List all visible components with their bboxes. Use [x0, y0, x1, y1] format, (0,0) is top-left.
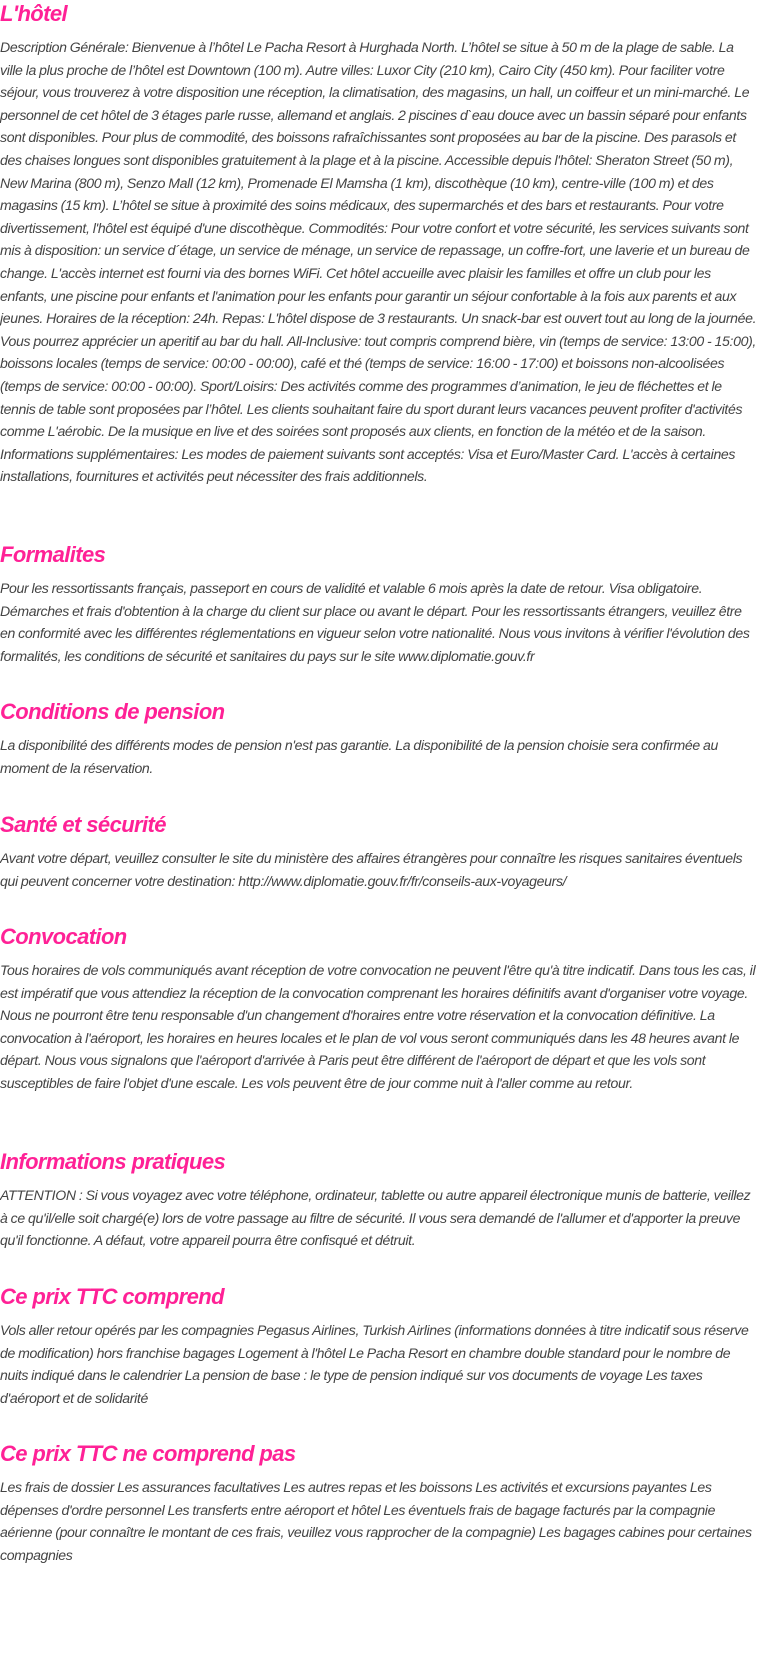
- section-title-formalites: Formalites: [0, 542, 106, 567]
- section-sante-et-securite: [0, 811, 758, 892]
- section-title-informations-pratiques: Informations pratiques: [0, 1149, 226, 1174]
- section-title-conditions-de-pension: Conditions de pension: [0, 699, 225, 724]
- section-title-prix-comprend: Ce prix TTC comprend: [0, 1284, 224, 1309]
- section-title-prix-ne-comprend-pas: Ce prix TTC ne comprend pas: [0, 1441, 296, 1466]
- section-prix-ne-comprend-pas: [0, 1440, 758, 1566]
- section-body-informations-pratiques: ATTENTION : Si vous voyagez avec votre téléphone, ordinateur, tablette ou autre appareil électronique munis de batterie, veillez à ce qu'il/elle soit chargé(e) lors de votre passage au filtre de sécurité. Il vous sera demandé de l'allumer et d'apporter la preuve qu'il fonctionne. A défaut, votre appareil pourra être confisqué et détruit.: [0, 1187, 751, 1249]
- section-prix-comprend: [0, 1283, 758, 1409]
- section-title-hotel: L'hôtel: [0, 1, 68, 26]
- section-conditions-de-pension: [0, 698, 758, 779]
- section-body-conditions-de-pension: La disponibilité des différents modes de pension n'est pas garantie. La disponibilité de la pension choisie sera confirmée au moment de la réservation.: [0, 737, 718, 776]
- section-body-sante-et-securite: Avant votre départ, veuillez consulter le site du ministère des affaires étrangères pour connaître les risques sanitaires éventuels qui peuvent concerner votre destination: http://www.diplomatie.gouv.fr/fr/conseils-aux-voyageurs/: [0, 850, 743, 889]
- section-informations-pratiques: [0, 1148, 758, 1252]
- section-title-sante-et-securite: Santé et sécurité: [0, 812, 166, 837]
- section-body-convocation: Tous horaires de vols communiqués avant réception de votre convocation ne peuvent l'être qu'à titre indicatif. Dans tous les cas, il est impératif que vous attendiez la réception de la convocation comprenant les horaires définitifs avant d'organiser votre voyage. Nous ne pourront être tenu responsable d'un changement d'horaires entre votre réservation et la convocation définitive. La convocation à l'aéroport, les horaires en heures locales et le plan de vol vous seront communiqués dans les 48 heures avant le départ. Nous vous signalons que l'aéroport d'arrivée à Paris peut être différent de l'aéroport de départ et que les vols sont susceptibles de faire l'objet d'une escale. Les vols peuvent être de jour comme nuit à l'aller comme au retour.: [0, 962, 756, 1091]
- section-body-prix-comprend: Vols aller retour opérés par les compagnies Pegasus Airlines, Turkish Airlines (informations données à titre indicatif sous réserve de modification) hors franchise bagages Logement à l'hôtel Le Pacha Resort en chambre double standard pour le nombre de nuits indiqué dans le calendrier La pension de base : le type de pension indiqué sur vos documents de voyage Les taxes d'aéroport et de solidarité: [0, 1322, 749, 1406]
- section-body-formalites: Pour les ressortissants français, passeport en cours de validité et valable 6 mois après la date de retour. Visa obligatoire. Démarches et frais d'obtention à la charge du client sur place ou avant le départ. Pour les ressortissants étrangers, veuillez être en conformité avec les différentes réglementations en vigueur selon votre nationalité. Nous vous invitons à vérifier l'évolution des formalités, les conditions de sécurité et sanitaires du pays sur le site www.diplomatie.gouv.fr: [0, 580, 750, 664]
- section-hotel: [0, 0, 758, 488]
- section-convocation: [0, 923, 758, 1095]
- section-formalites: [0, 541, 758, 667]
- section-title-convocation: Convocation: [0, 924, 127, 949]
- section-body-hotel: Description Générale: Bienvenue à l’hôtel Le Pacha Resort à Hurghada North. L’hôtel se situe à 50 m de la plage de sable. La ville la plus proche de l’hôtel est Downtown (100 m). Autre villes: Luxor City (210 km), Cairo City (450 km). Pour faciliter votre séjour, vous trouverez à votre disposition une réception, la climatisation, des magasins, un hall, un coiffeur et un mini-marché. Le personnel de cet hôtel de 3 étages parle russe, allemand et anglais. 2 piscines d`eau douce avec un bassin séparé pour enfants sont disponibles. Pour plus de commodité, des boissons rafraîchissantes sont proposées au bar de la piscine. Des parasols et des chaises longues sont disponibles gratuitement à la plage et à la piscine. Accessible depuis l'hôtel: Sheraton Street (50 m), New Marina (800 m), Senzo Mall (12 km), Promenade El Mamsha (1 km), discothèque (10 km), centre-ville (100 m) et des magasins (15 km). L’hôtel se situe à proximité des soins médicaux, des supermarchés et des bars et restaurants. Pour votre divertissement, l'hôtel est équipé d'une discothèque. Commodités: Pour votre confort et votre sécurité, les services suivants sont mis à disposition: un service d´étage, un service de ménage, un service de repassage, un coffre-fort, une laverie et un bureau de change. L'accès internet est fourni via des bornes WiFi. Cet hôtel accueille avec plaisir les familles et offre un club pour les enfants, une piscine pour enfants et l'animation pour les enfants pour garantir un séjour confortable à la fois aux parents et aux jeunes. Horaires de la réception: 24h. Repas: L'hôtel dispose de 3 restaurants. Un snack-bar est ouvert tout au long de la journée. Vous pourrez apprécier un aperitif au bar du hall. All-Inclusive: tout compris comprend bière, vin (temps de service: 13:00 - 15:00), boissons locales (temps de service: 00:00 - 00:00), café et thé (temps de service: 16:00 - 17:00) et boissons non-alcoolisées (temps de service: 00:00 - 00:00). Sport/Loisirs: Des activités comme des programmes d’animation, le jeu de fléchettes et le tennis de table sont proposées par l’hôtel. Les clients souhaitant faire du sport durant leurs vacances peuvent profiter d'activités comme L'aérobic. De la musique en live et des soirées sont proposés aux clients, en fonction de la météo et de la saison. Informations supplémentaires: Les modes de paiement suivants sont acceptés: Visa et Euro/Master Card. L'accès à certaines installations, fournitures et activités peut nécessiter des frais additionnels.: [0, 39, 757, 485]
- section-body-prix-ne-comprend-pas: Les frais de dossier Les assurances facultatives Les autres repas et les boissons Les activités et excursions payantes Les dépenses d'ordre personnel Les transferts entre aéroport et hôtel Les éventuels frais de bagage facturés par la compagnie aérienne (pour connaître le montant de ces frais, veuillez vous rapprocher de la compagnie) Les bagages cabines pour certaines compagnies: [0, 1479, 752, 1563]
